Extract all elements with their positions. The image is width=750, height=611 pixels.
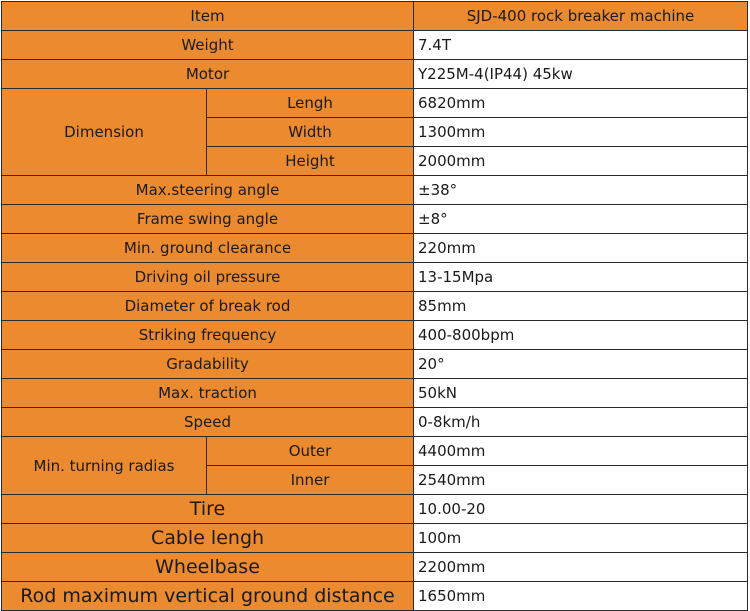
striking-frequency-value: 400-800bpm [414,321,748,350]
table-row [2,321,748,350]
header-item-value: SJD-400 rock breaker machine [414,2,748,31]
max-steering-angle-label: Max.steering angle [2,176,414,205]
wheelbase-value: 2200mm [414,553,748,582]
min-turning-radius-label: Min. turning radias [2,437,207,495]
length-value: 6820mm [414,89,748,118]
driving-oil-pressure-value: 13-15Mpa [414,263,748,292]
table-row [2,350,748,379]
speed-label: Speed [2,408,414,437]
table-row [2,205,748,234]
table-row [2,176,748,205]
table-row [2,292,748,321]
table-row [2,379,748,408]
table-row [2,495,748,524]
tire-label: Tire [2,495,414,524]
gradability-value: 20° [414,350,748,379]
table-row [2,437,748,466]
spec-table [1,1,748,611]
max-traction-label: Max. traction [2,379,414,408]
max-steering-angle-value: ±38° [414,176,748,205]
table-row [2,408,748,437]
striking-frequency-label: Striking frequency [2,321,414,350]
rod-max-vertical-label: Rod maximum vertical ground distance [2,582,414,611]
dimension-label: Dimension [2,89,207,176]
gradability-label: Gradability [2,350,414,379]
table-row [2,89,748,118]
cable-length-label: Cable lengh [2,524,414,553]
min-ground-clearance-value: 220mm [414,234,748,263]
width-label: Width [207,118,414,147]
width-value: 1300mm [414,118,748,147]
diameter-break-rod-value: 85mm [414,292,748,321]
min-ground-clearance-label: Min. ground clearance [2,234,414,263]
table-row [2,60,748,89]
table-row [2,263,748,292]
length-label: Lengh [207,89,414,118]
weight-label: Weight [2,31,414,60]
max-traction-value: 50kN [414,379,748,408]
inner-label: Inner [207,466,414,495]
table-row [2,234,748,263]
frame-swing-angle-value: ±8° [414,205,748,234]
frame-swing-angle-label: Frame swing angle [2,205,414,234]
table-row [2,582,748,611]
rod-max-vertical-value: 1650mm [414,582,748,611]
inner-value: 2540mm [414,466,748,495]
motor-label: Motor [2,60,414,89]
diameter-break-rod-label: Diameter of break rod [2,292,414,321]
outer-value: 4400mm [414,437,748,466]
height-label: Height [207,147,414,176]
header-item-label: Item [2,2,414,31]
outer-label: Outer [207,437,414,466]
table-row [2,524,748,553]
weight-value: 7.4T [414,31,748,60]
table-row [2,553,748,582]
table-row [2,31,748,60]
motor-value: Y225M-4(IP44) 45kw [414,60,748,89]
tire-value: 10.00-20 [414,495,748,524]
wheelbase-label: Wheelbase [2,553,414,582]
speed-value: 0-8km/h [414,408,748,437]
table-header-row [2,2,748,31]
cable-length-value: 100m [414,524,748,553]
driving-oil-pressure-label: Driving oil pressure [2,263,414,292]
height-value: 2000mm [414,147,748,176]
